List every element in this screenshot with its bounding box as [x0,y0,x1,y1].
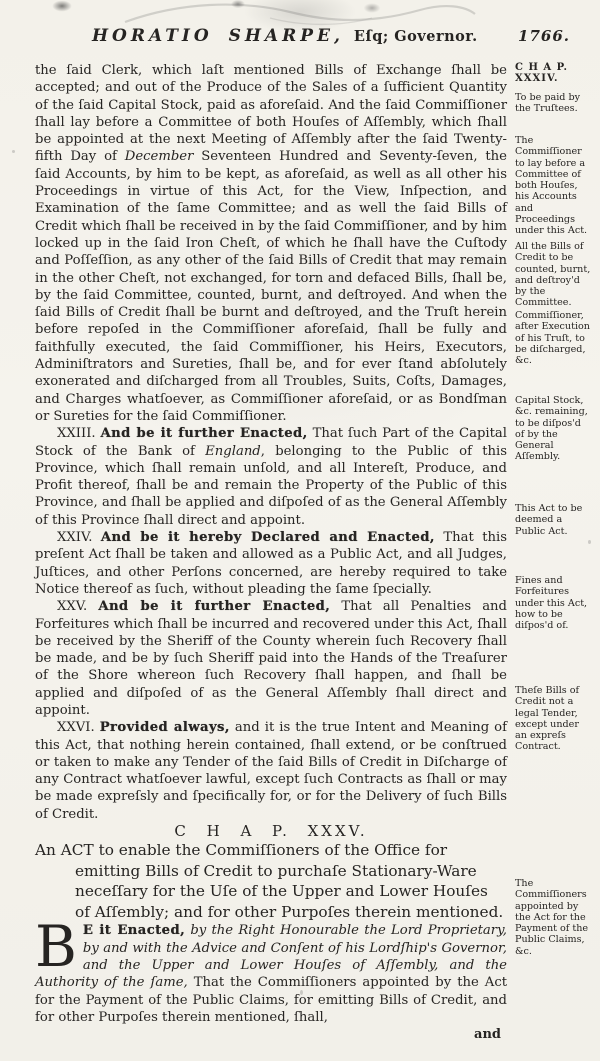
page-content [35,62,595,1043]
margin-note-chap-number: C H A P. XXXIV. [515,62,568,85]
catchword: and [474,1027,501,1043]
paragraph-continuation: the ſaid Clerk, which laſt mentioned Bills of Exchange ſhall be accepted; and out of the Produce of the Sales of a ſufficient Quantity of the ſaid Capital Stock, paid as aforeſaid. And the ſaid Commiſſioner ſhall lay before a Committee of both Houſes of Aſſembly, which ſhall be appointed at the next Meeting of Aſſembly after the ſaid Twenty-fifth Day of December Seventeen Hundred and Seventy-ſeven, the ſaid Accounts, by him to be kept, as aforeſaid, as well as all other his Proceedings in virtue of this Act, for the View, Inſpection, and Examination of the ſame Committee; and as well the ſaid Bills of Credit which ſhall be received in by the ſaid Commiſſioner, and by him locked up in the ſaid Iron Cheſt, of which he ſhall have the Cuſtody and Poſſeſſion, as any other of the ſaid Bills of Credit that may remain in the other Cheſt, not exchanged, for torn and defaced Bills, ſhall be, by the ſaid Committee, counted, burnt, and deſtroyed. And when the ſaid Bills of Credit ſhall be burnt and deſtroyed, and the Truſt herein before repoſed in the Commiſſioner aforeſaid, ſhall be fully and faithfully executed, the ſaid Commiſſioner, his Heirs, Executors, Adminiſtrators and Sureties, ſhall be, and for ever ſtand abſolutely exonerated and diſcharged from all Troubles, Suits, Coſts, Damages, and Charges whatſoever, as Commiſſioner aforeſaid, or as Bondſman or Sureties for the ſaid Commiſſioner. [35,63,507,424]
section-xxvi: XXVI. Provided always, and it is the true Intent and Meaning of this Act, that nothing herein contained, ſhall extend, or be conſtrued or taken to make any Tender of the ſaid Bills of Credit in Diſcharge of any Contract whatſoever lawful, except ſuch Contracts as ſhall or may be made expreſsly and ſpecifically for, or for the Delivery of ſuch Bills of Credit. [35,720,507,822]
page-year: 1766. [518,27,570,45]
margin-note-commissioners-appointed: The Commiſſioners appointed by the Act for the Payment of the Public Claims, &c. [515,878,589,957]
margin-note-bills-burnt: All the Bills of Credit to be counted, burnt, and deſtroy'd by the Committee. [515,241,591,309]
main-text-column [35,62,507,1043]
act-title: An ACT to enable the Commiſſioners of the Office for emitting Bills of Credit to purchaſe Stationary-Ware neceſſary for the Uſe of the Upper and Lower Houſes of Aſſembly; and for other Purpoſes therein mentioned. [35,841,504,921]
chapter-heading: C H A P. XXXV. [174,822,368,841]
section-xxiv: XXIV. And be it hereby Declared and Enacted, That this preſent Act ſhall be taken and allowed as a Public Act, and all Judges, Juſtices, and other Perſons concerned, are hereby required to take Notice thereof as ſuch, without pleading the ſame ſpecially. [35,530,507,597]
margin-note-capital-stock: Capital Stock, &c. remaining, to be diſpos'd of by the General Aſſembly. [515,395,588,463]
section-xxv: XXV. And be it further Enacted, That all Penalties and Forfeitures which ſhall be incurred and recovered under this Act, ſhall be received by the Sheriff of the County wherein ſuch Recovery ſhall be made, and be by ſuch Sheriff paid into the Hands of the Treaſurer of the Shore whereon ſuch Recovery ſhall happen, and ſhall be applied and diſpoſed of as the General Aſſembly ſhall direct and appoint. [35,599,507,718]
section-xxiii: XXIII. And be it further Enacted, That ſuch Part of the Capital Stock of the Bank of England, belonging to the Public of this Province, which ſhall remain unſold, and all Intereſt, Produce, and Profit thereof, ſhall be and remain the Property of the Public of this Province, and ſhall be applied and diſpoſed of as the General Aſſembly of this Province ſhall direct and appoint. [35,426,507,528]
page-header [0,26,600,46]
enacting-text: E it Enacted, by the Right Honourable the Lord Proprietary, by and with the Advice and Conſent of his Lordſhip's Governor, and the Upper and Lower Houſes of Aſſembly, and the Authority of the ſame, That the Commiſſioners appointed by the Act for the Payment of the Public Claims, for emitting Bills of Credit, and for other Purpoſes therein mentioned, ſhall, [35,923,508,1025]
margin-note-public-act: This Act to be deemed a Public Act. [515,503,583,537]
paper-speck [12,150,15,153]
margin-note-commissioner-accounts: The Commiſſioner to lay before a Committee of both Houſes, his Accounts and Proceedings under this Act. [515,135,588,237]
margin-note-commissioner-discharged: Commiſſioner, after Execution of his Truſt, to be diſcharged, &c. [515,310,590,367]
margin-note-legal-tender: Theſe Bills of Credit not a legal Tender, except under an expreſs Contract. [515,685,580,753]
drop-cap-initial: B [35,914,77,981]
margin-note-fines-forfeitures: Fines and Forfeitures under this Act, how to be diſpos'd of. [515,575,588,632]
governor-name: HORATIO SHARPE, [92,26,344,46]
margin-note-paid-by-trustees: To be paid by the Truſtees. [515,92,581,115]
enacting-clause [35,914,508,1026]
governor-title: Eſq; Governor. [353,28,478,45]
